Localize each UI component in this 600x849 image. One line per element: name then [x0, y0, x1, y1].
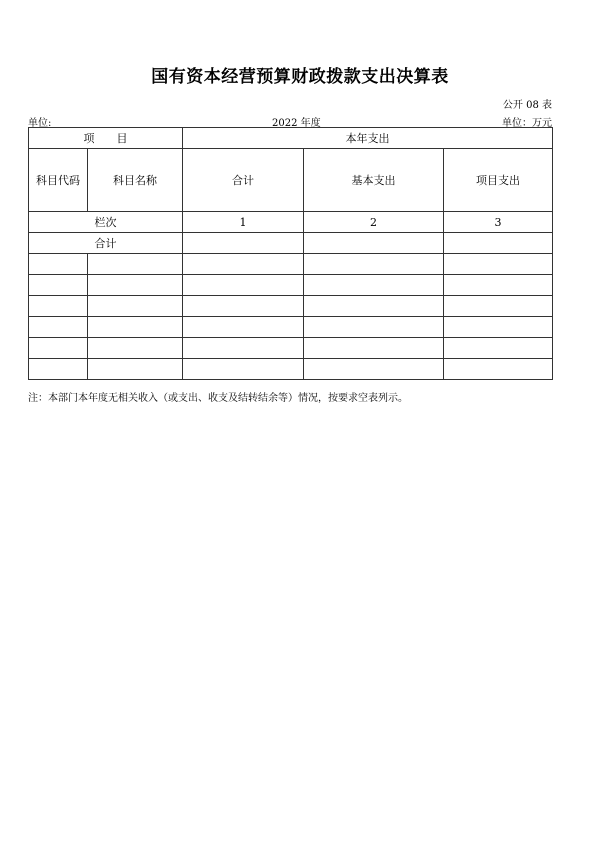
total-project-cell [444, 233, 553, 254]
header-current-expenditure: 本年支出 [183, 128, 553, 149]
total-cell [183, 233, 304, 254]
table-row [29, 359, 553, 380]
unit-label: 单位: [28, 118, 52, 129]
col-total: 合计 [183, 149, 304, 212]
page-title: 国有资本经营预算财政拨款支出决算表 [151, 67, 449, 87]
col-subject-code: 科目代码 [29, 149, 88, 212]
table-row [29, 254, 553, 275]
form-number: 公开 08 表 [502, 100, 552, 111]
table-row [29, 317, 553, 338]
lanci-3: 3 [444, 212, 553, 233]
row-lanci-label: 栏次 [29, 212, 183, 233]
lanci-1: 1 [183, 212, 304, 233]
col-subject-name: 科目名称 [88, 149, 183, 212]
total-basic-cell [304, 233, 444, 254]
table-row [29, 275, 553, 296]
header-item: 项 目 [29, 128, 183, 149]
currency-unit: 单位：万元 [502, 118, 552, 129]
table-row [29, 296, 553, 317]
table-row [29, 338, 553, 359]
row-total-label: 合计 [29, 233, 183, 254]
fiscal-year: 2022 年度 [272, 118, 321, 129]
expenditure-table [28, 127, 553, 380]
col-project-expenditure: 项目支出 [444, 149, 553, 212]
lanci-2: 2 [304, 212, 444, 233]
col-basic-expenditure: 基本支出 [304, 149, 444, 212]
footnote: 注：本部门本年度无相关收入（或支出、收支及结转结余等）情况，按要求空表列示。 [28, 393, 408, 404]
